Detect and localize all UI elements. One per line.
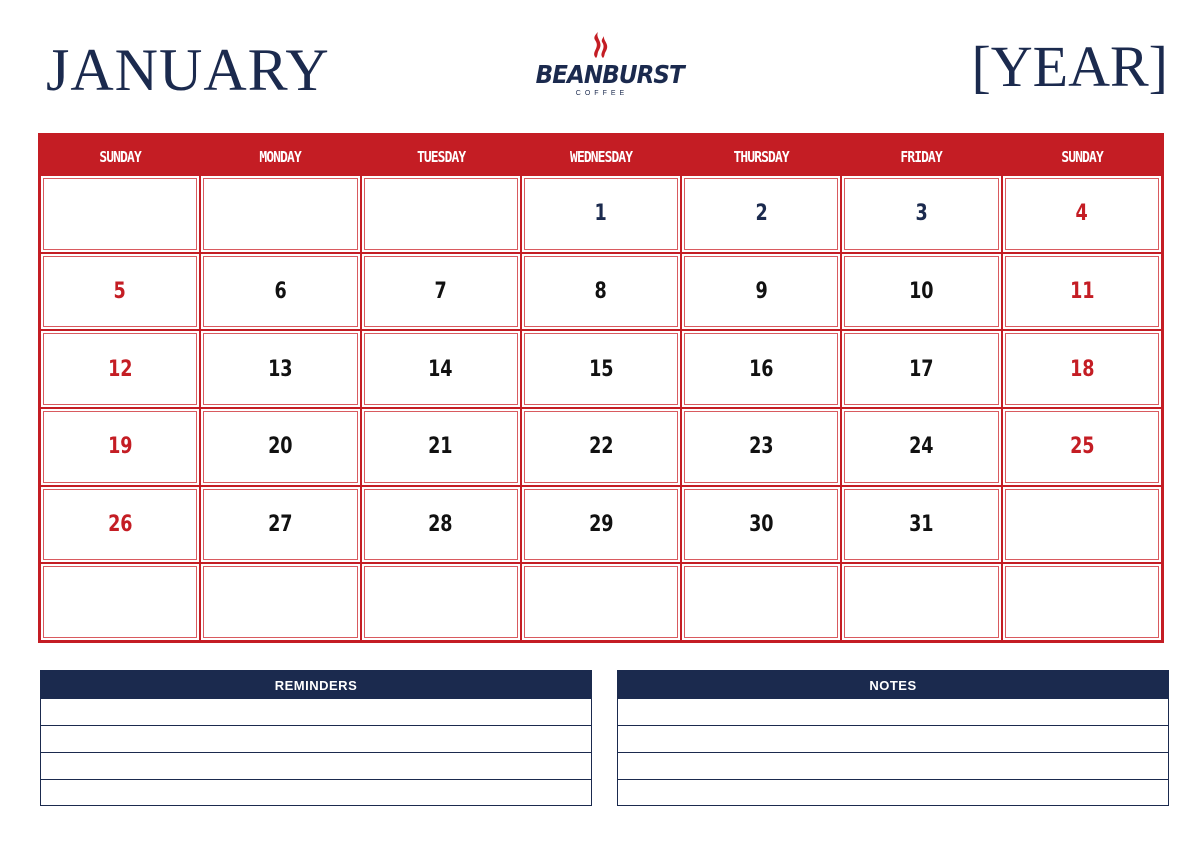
day-number: 1 xyxy=(594,201,608,227)
brand-logo xyxy=(530,30,684,97)
day-number: 10 xyxy=(909,278,934,304)
notes-title: NOTES xyxy=(618,671,1168,699)
day-number: 27 xyxy=(268,511,293,537)
day-cell[interactable] xyxy=(200,175,360,253)
reminder-line[interactable] xyxy=(41,726,591,753)
day-number: 21 xyxy=(428,434,453,460)
day-cell[interactable] xyxy=(200,330,360,408)
day-number: 6 xyxy=(274,278,287,304)
day-cell[interactable] xyxy=(361,408,521,486)
day-cell[interactable] xyxy=(1002,253,1162,331)
day-number: 18 xyxy=(1069,356,1095,382)
day-cell[interactable] xyxy=(200,486,360,564)
day-cell[interactable] xyxy=(40,408,200,486)
day-number: 13 xyxy=(268,356,293,382)
day-cell[interactable] xyxy=(681,486,841,564)
day-cell[interactable] xyxy=(681,175,841,253)
day-number: 24 xyxy=(909,434,934,460)
note-line[interactable] xyxy=(618,753,1168,780)
day-cell[interactable] xyxy=(841,563,1001,641)
day-cell[interactable] xyxy=(521,330,681,408)
day-number: 9 xyxy=(755,278,768,304)
day-cell[interactable] xyxy=(841,330,1001,408)
day-cell[interactable] xyxy=(1002,486,1162,564)
day-number: 31 xyxy=(909,511,934,537)
day-number: 17 xyxy=(909,356,934,382)
day-cell[interactable] xyxy=(40,563,200,641)
day-cell[interactable] xyxy=(40,486,200,564)
day-cell[interactable] xyxy=(681,330,841,408)
day-cell[interactable] xyxy=(1002,563,1162,641)
day-cell[interactable] xyxy=(841,175,1001,253)
calendar-days xyxy=(40,175,1162,641)
day-number: 20 xyxy=(268,434,293,460)
day-cell[interactable] xyxy=(1002,330,1162,408)
reminders-panel xyxy=(40,670,592,806)
calendar-grid xyxy=(38,133,1164,643)
day-number: 11 xyxy=(1069,278,1095,304)
day-number: 8 xyxy=(594,278,608,304)
day-cell[interactable] xyxy=(681,563,841,641)
day-number: 26 xyxy=(107,511,133,537)
weekday-label: SUNDAY xyxy=(99,147,141,166)
day-number: 5 xyxy=(114,278,127,304)
day-number: 12 xyxy=(107,356,133,382)
day-cell[interactable] xyxy=(361,486,521,564)
note-line[interactable] xyxy=(618,726,1168,753)
month-title: JANUARY xyxy=(46,37,330,103)
reminder-line[interactable] xyxy=(41,699,591,726)
weekday-label: WEDNESDAY xyxy=(569,147,633,166)
day-cell[interactable] xyxy=(841,253,1001,331)
day-number: 30 xyxy=(749,511,774,537)
day-cell[interactable] xyxy=(521,253,681,331)
day-cell[interactable] xyxy=(681,253,841,331)
reminders-title: REMINDERS xyxy=(41,671,591,699)
weekday-label: FRIDAY xyxy=(900,147,943,166)
day-number: 15 xyxy=(588,356,614,382)
day-cell[interactable] xyxy=(200,563,360,641)
weekday-label: TUESDAY xyxy=(416,147,465,166)
day-cell[interactable] xyxy=(841,408,1001,486)
day-number: 2 xyxy=(755,201,768,227)
day-cell[interactable] xyxy=(1002,175,1162,253)
day-cell[interactable] xyxy=(521,563,681,641)
note-line[interactable] xyxy=(618,780,1168,806)
day-cell[interactable] xyxy=(361,253,521,331)
notes-panel xyxy=(617,670,1169,806)
year-title: [YEAR] xyxy=(971,34,1168,99)
day-number: 29 xyxy=(588,511,614,537)
day-cell[interactable] xyxy=(681,408,841,486)
day-cell[interactable] xyxy=(521,486,681,564)
reminder-line[interactable] xyxy=(41,753,591,780)
day-cell[interactable] xyxy=(40,253,200,331)
day-cell[interactable] xyxy=(361,563,521,641)
day-cell[interactable] xyxy=(200,253,360,331)
weekday-label: SUNDAY xyxy=(1061,147,1103,166)
day-cell[interactable] xyxy=(1002,408,1162,486)
weekday-label: THURSDAY xyxy=(733,147,789,166)
day-cell[interactable] xyxy=(521,408,681,486)
day-number: 4 xyxy=(1075,201,1088,227)
weekday-label: MONDAY xyxy=(259,147,302,166)
day-number: 19 xyxy=(107,434,133,460)
day-cell[interactable] xyxy=(521,175,681,253)
steam-icon xyxy=(587,30,613,60)
logo-name: BEANBURST xyxy=(535,60,684,89)
day-cell[interactable] xyxy=(40,175,200,253)
day-cell[interactable] xyxy=(200,408,360,486)
day-number: 3 xyxy=(915,201,928,227)
reminder-line[interactable] xyxy=(41,780,591,806)
day-number: 14 xyxy=(428,356,453,382)
day-number: 7 xyxy=(434,278,447,304)
day-number: 23 xyxy=(749,434,774,460)
day-number: 22 xyxy=(588,434,614,460)
day-number: 25 xyxy=(1069,434,1095,460)
day-cell[interactable] xyxy=(40,330,200,408)
weekday-header xyxy=(40,135,1162,175)
note-line[interactable] xyxy=(618,699,1168,726)
day-number: 28 xyxy=(428,511,453,537)
day-cell[interactable] xyxy=(361,330,521,408)
logo-subtitle: COFFEE xyxy=(575,90,629,97)
day-cell[interactable] xyxy=(361,175,521,253)
day-cell[interactable] xyxy=(841,486,1001,564)
day-number: 16 xyxy=(749,356,774,382)
